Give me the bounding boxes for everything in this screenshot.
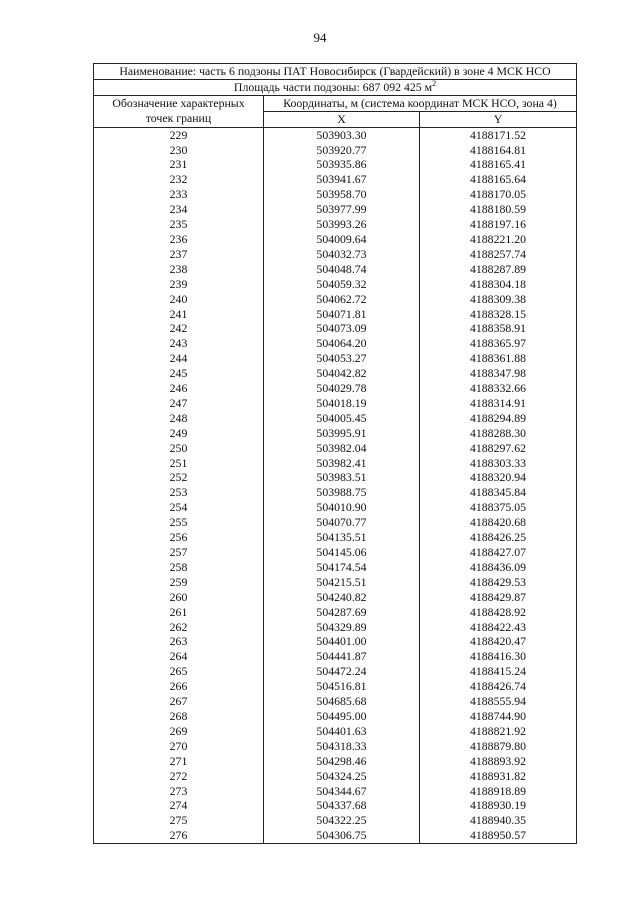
point-number-cell: 252 bbox=[94, 470, 264, 485]
table-row bbox=[94, 321, 577, 336]
point-number-cell: 245 bbox=[94, 366, 264, 381]
table-row bbox=[94, 739, 577, 754]
table-area bbox=[94, 79, 577, 95]
point-number-cell: 253 bbox=[94, 485, 264, 500]
x-coordinate-cell: 504495.00 bbox=[264, 709, 420, 724]
x-coordinate-cell: 504070.77 bbox=[264, 515, 420, 530]
y-coordinate-cell: 4188821.92 bbox=[420, 724, 577, 739]
x-coordinate-cell: 504318.33 bbox=[264, 739, 420, 754]
table-row bbox=[94, 247, 577, 262]
table-row bbox=[94, 590, 577, 605]
y-coordinate-cell: 4188555.94 bbox=[420, 694, 577, 709]
point-number-cell: 275 bbox=[94, 813, 264, 828]
x-coordinate-cell: 504329.89 bbox=[264, 620, 420, 635]
table-row bbox=[94, 456, 577, 471]
table-row bbox=[94, 605, 577, 620]
x-coordinate-cell: 504010.90 bbox=[264, 500, 420, 515]
x-coordinate-cell: 504048.74 bbox=[264, 262, 420, 277]
point-number-cell: 238 bbox=[94, 262, 264, 277]
y-coordinate-cell: 4188180.59 bbox=[420, 202, 577, 217]
col1-header-line2: точек границ bbox=[94, 111, 264, 127]
table-row bbox=[94, 351, 577, 366]
point-number-cell: 259 bbox=[94, 575, 264, 590]
table-row bbox=[94, 470, 577, 485]
coords-header: Координаты, м (система координат МСК НСО, зона 4) bbox=[264, 95, 577, 111]
x-coordinate-cell: 504064.20 bbox=[264, 336, 420, 351]
x-coordinate-cell: 504401.63 bbox=[264, 724, 420, 739]
y-coordinate-cell: 4188328.15 bbox=[420, 307, 577, 322]
table-row bbox=[94, 262, 577, 277]
point-number-cell: 244 bbox=[94, 351, 264, 366]
y-coordinate-cell: 4188297.62 bbox=[420, 441, 577, 456]
y-coordinate-cell: 4188420.47 bbox=[420, 634, 577, 649]
x-coordinate-cell: 504240.82 bbox=[264, 590, 420, 605]
y-coordinate-cell: 4188426.74 bbox=[420, 679, 577, 694]
table-row bbox=[94, 292, 577, 307]
y-coordinate-cell: 4188170.05 bbox=[420, 187, 577, 202]
table-row bbox=[94, 426, 577, 441]
x-coordinate-cell: 504472.24 bbox=[264, 664, 420, 679]
table-row bbox=[94, 441, 577, 456]
point-number-cell: 239 bbox=[94, 277, 264, 292]
x-coordinate-cell: 503995.91 bbox=[264, 426, 420, 441]
point-number-cell: 248 bbox=[94, 411, 264, 426]
point-number-cell: 272 bbox=[94, 769, 264, 784]
y-coordinate-cell: 4188893.92 bbox=[420, 754, 577, 769]
table-row bbox=[94, 649, 577, 664]
x-coordinate-cell: 504073.09 bbox=[264, 321, 420, 336]
point-number-cell: 243 bbox=[94, 336, 264, 351]
point-number-cell: 273 bbox=[94, 784, 264, 799]
x-coordinate-cell: 504324.25 bbox=[264, 769, 420, 784]
table-row bbox=[94, 157, 577, 172]
point-number-cell: 276 bbox=[94, 828, 264, 843]
table-row bbox=[94, 798, 577, 813]
x-coordinate-cell: 504042.82 bbox=[264, 366, 420, 381]
point-number-cell: 265 bbox=[94, 664, 264, 679]
table-row bbox=[94, 485, 577, 500]
table-row bbox=[94, 187, 577, 202]
table-row bbox=[94, 575, 577, 590]
table-row bbox=[94, 664, 577, 679]
col1-header-line1: Обозначение характерных bbox=[94, 95, 264, 111]
y-coordinate-cell: 4188744.90 bbox=[420, 709, 577, 724]
point-number-cell: 232 bbox=[94, 172, 264, 187]
point-number-cell: 234 bbox=[94, 202, 264, 217]
table-row bbox=[94, 381, 577, 396]
point-number-cell: 257 bbox=[94, 545, 264, 560]
point-number-cell: 233 bbox=[94, 187, 264, 202]
y-coordinate-cell: 4188164.81 bbox=[420, 143, 577, 158]
x-coordinate-cell: 504135.51 bbox=[264, 530, 420, 545]
x-coordinate-cell: 504032.73 bbox=[264, 247, 420, 262]
x-coordinate-cell: 503958.70 bbox=[264, 187, 420, 202]
y-coordinate-cell: 4188165.64 bbox=[420, 172, 577, 187]
x-coordinate-cell: 504005.45 bbox=[264, 411, 420, 426]
point-number-cell: 256 bbox=[94, 530, 264, 545]
table-row bbox=[94, 143, 577, 158]
x-coordinate-cell: 503977.99 bbox=[264, 202, 420, 217]
y-coordinate-cell: 4188332.66 bbox=[420, 381, 577, 396]
table-row bbox=[94, 724, 577, 739]
y-coordinate-cell: 4188931.82 bbox=[420, 769, 577, 784]
x-coordinate-cell: 504029.78 bbox=[264, 381, 420, 396]
table-row bbox=[94, 828, 577, 843]
table-row bbox=[94, 709, 577, 724]
area-prefix: Площадь части подзоны: 687 092 425 м bbox=[233, 79, 433, 94]
point-number-cell: 271 bbox=[94, 754, 264, 769]
x-coordinate-cell: 504344.67 bbox=[264, 784, 420, 799]
y-coordinate-cell: 4188347.98 bbox=[420, 366, 577, 381]
y-coordinate-cell: 4188303.33 bbox=[420, 456, 577, 471]
y-coordinate-cell: 4188358.91 bbox=[420, 321, 577, 336]
y-coordinate-cell: 4188416.30 bbox=[420, 649, 577, 664]
point-number-cell: 249 bbox=[94, 426, 264, 441]
y-header: Y bbox=[420, 111, 577, 127]
table-row bbox=[94, 679, 577, 694]
table-row bbox=[94, 202, 577, 217]
x-coordinate-cell: 504009.64 bbox=[264, 232, 420, 247]
y-coordinate-cell: 4188428.92 bbox=[420, 605, 577, 620]
x-coordinate-cell: 503982.41 bbox=[264, 456, 420, 471]
y-coordinate-cell: 4188361.88 bbox=[420, 351, 577, 366]
y-coordinate-cell: 4188940.35 bbox=[420, 813, 577, 828]
point-number-cell: 240 bbox=[94, 292, 264, 307]
x-coordinate-cell: 504516.81 bbox=[264, 679, 420, 694]
point-number-cell: 251 bbox=[94, 456, 264, 471]
x-coordinate-cell: 503935.86 bbox=[264, 157, 420, 172]
x-coordinate-cell: 504287.69 bbox=[264, 605, 420, 620]
x-coordinate-cell: 504018.19 bbox=[264, 396, 420, 411]
point-number-cell: 254 bbox=[94, 500, 264, 515]
y-coordinate-cell: 4188375.05 bbox=[420, 500, 577, 515]
table-name: Наименование: часть 6 подзоны ПАТ Новосибирск (Гвардейский) в зоне 4 МСК НСО bbox=[94, 64, 577, 80]
point-number-cell: 258 bbox=[94, 560, 264, 575]
x-coordinate-cell: 504322.25 bbox=[264, 813, 420, 828]
area-unit-superscript: 2 bbox=[432, 79, 437, 88]
point-number-cell: 262 bbox=[94, 620, 264, 635]
point-number-cell: 255 bbox=[94, 515, 264, 530]
x-coordinate-cell: 503983.51 bbox=[264, 470, 420, 485]
y-coordinate-cell: 4188304.18 bbox=[420, 277, 577, 292]
table-row bbox=[94, 277, 577, 292]
table-row bbox=[94, 217, 577, 232]
x-coordinate-cell: 504298.46 bbox=[264, 754, 420, 769]
point-number-cell: 270 bbox=[94, 739, 264, 754]
y-coordinate-cell: 4188950.57 bbox=[420, 828, 577, 843]
x-coordinate-cell: 504062.72 bbox=[264, 292, 420, 307]
point-number-cell: 264 bbox=[94, 649, 264, 664]
table-row bbox=[94, 515, 577, 530]
y-coordinate-cell: 4188294.89 bbox=[420, 411, 577, 426]
point-number-cell: 260 bbox=[94, 590, 264, 605]
x-coordinate-cell: 503982.04 bbox=[264, 441, 420, 456]
table-row bbox=[94, 307, 577, 322]
table-row bbox=[94, 366, 577, 381]
x-coordinate-cell: 504401.00 bbox=[264, 634, 420, 649]
x-coordinate-cell: 504337.68 bbox=[264, 798, 420, 813]
point-number-cell: 274 bbox=[94, 798, 264, 813]
y-coordinate-cell: 4188427.07 bbox=[420, 545, 577, 560]
y-coordinate-cell: 4188365.97 bbox=[420, 336, 577, 351]
y-coordinate-cell: 4188426.25 bbox=[420, 530, 577, 545]
point-number-cell: 230 bbox=[94, 143, 264, 158]
x-coordinate-cell: 503941.67 bbox=[264, 172, 420, 187]
point-number-cell: 236 bbox=[94, 232, 264, 247]
x-coordinate-cell: 503988.75 bbox=[264, 485, 420, 500]
point-number-cell: 231 bbox=[94, 157, 264, 172]
y-coordinate-cell: 4188345.84 bbox=[420, 485, 577, 500]
point-number-cell: 247 bbox=[94, 396, 264, 411]
table-row bbox=[94, 500, 577, 515]
y-coordinate-cell: 4188436.09 bbox=[420, 560, 577, 575]
point-number-cell: 241 bbox=[94, 307, 264, 322]
table-row bbox=[94, 530, 577, 545]
table-row bbox=[94, 769, 577, 784]
y-coordinate-cell: 4188221.20 bbox=[420, 232, 577, 247]
y-coordinate-cell: 4188165.41 bbox=[420, 157, 577, 172]
x-coordinate-cell: 504306.75 bbox=[264, 828, 420, 843]
point-number-cell: 250 bbox=[94, 441, 264, 456]
table-row bbox=[94, 172, 577, 187]
table-row bbox=[94, 620, 577, 635]
x-coordinate-cell: 504441.87 bbox=[264, 649, 420, 664]
y-coordinate-cell: 4188420.68 bbox=[420, 515, 577, 530]
x-coordinate-cell: 504071.81 bbox=[264, 307, 420, 322]
point-number-cell: 266 bbox=[94, 679, 264, 694]
y-coordinate-cell: 4188422.43 bbox=[420, 620, 577, 635]
point-number-cell: 229 bbox=[94, 127, 264, 142]
coordinates-table bbox=[93, 63, 577, 844]
y-coordinate-cell: 4188320.94 bbox=[420, 470, 577, 485]
x-coordinate-cell: 503903.30 bbox=[264, 127, 420, 142]
x-coordinate-cell: 504685.68 bbox=[264, 694, 420, 709]
y-coordinate-cell: 4188257.74 bbox=[420, 247, 577, 262]
table-row bbox=[94, 411, 577, 426]
y-coordinate-cell: 4188197.16 bbox=[420, 217, 577, 232]
y-coordinate-cell: 4188314.91 bbox=[420, 396, 577, 411]
point-number-cell: 267 bbox=[94, 694, 264, 709]
x-coordinate-cell: 504215.51 bbox=[264, 575, 420, 590]
point-number-cell: 237 bbox=[94, 247, 264, 262]
y-coordinate-cell: 4188918.89 bbox=[420, 784, 577, 799]
point-number-cell: 269 bbox=[94, 724, 264, 739]
x-coordinate-cell: 504174.54 bbox=[264, 560, 420, 575]
table-row bbox=[94, 336, 577, 351]
y-coordinate-cell: 4188879.80 bbox=[420, 739, 577, 754]
table-row bbox=[94, 784, 577, 799]
x-coordinate-cell: 504145.06 bbox=[264, 545, 420, 560]
table-row bbox=[94, 813, 577, 828]
table-row bbox=[94, 396, 577, 411]
table-row bbox=[94, 560, 577, 575]
table-row bbox=[94, 545, 577, 560]
x-coordinate-cell: 503920.77 bbox=[264, 143, 420, 158]
table-row bbox=[94, 754, 577, 769]
y-coordinate-cell: 4188171.52 bbox=[420, 127, 577, 142]
y-coordinate-cell: 4188429.53 bbox=[420, 575, 577, 590]
y-coordinate-cell: 4188287.89 bbox=[420, 262, 577, 277]
point-number-cell: 242 bbox=[94, 321, 264, 336]
table-row bbox=[94, 634, 577, 649]
table-row bbox=[94, 232, 577, 247]
page-number: 94 bbox=[313, 30, 327, 45]
x-coordinate-cell: 504059.32 bbox=[264, 277, 420, 292]
point-number-cell: 268 bbox=[94, 709, 264, 724]
table-row bbox=[94, 694, 577, 709]
y-coordinate-cell: 4188930.19 bbox=[420, 798, 577, 813]
y-coordinate-cell: 4188288.30 bbox=[420, 426, 577, 441]
y-coordinate-cell: 4188429.87 bbox=[420, 590, 577, 605]
point-number-cell: 246 bbox=[94, 381, 264, 396]
point-number-cell: 261 bbox=[94, 605, 264, 620]
table-row bbox=[94, 127, 577, 142]
x-coordinate-cell: 503993.26 bbox=[264, 217, 420, 232]
point-number-cell: 263 bbox=[94, 634, 264, 649]
x-coordinate-cell: 504053.27 bbox=[264, 351, 420, 366]
y-coordinate-cell: 4188309.38 bbox=[420, 292, 577, 307]
y-coordinate-cell: 4188415.24 bbox=[420, 664, 577, 679]
point-number-cell: 235 bbox=[94, 217, 264, 232]
x-header: X bbox=[264, 111, 420, 127]
